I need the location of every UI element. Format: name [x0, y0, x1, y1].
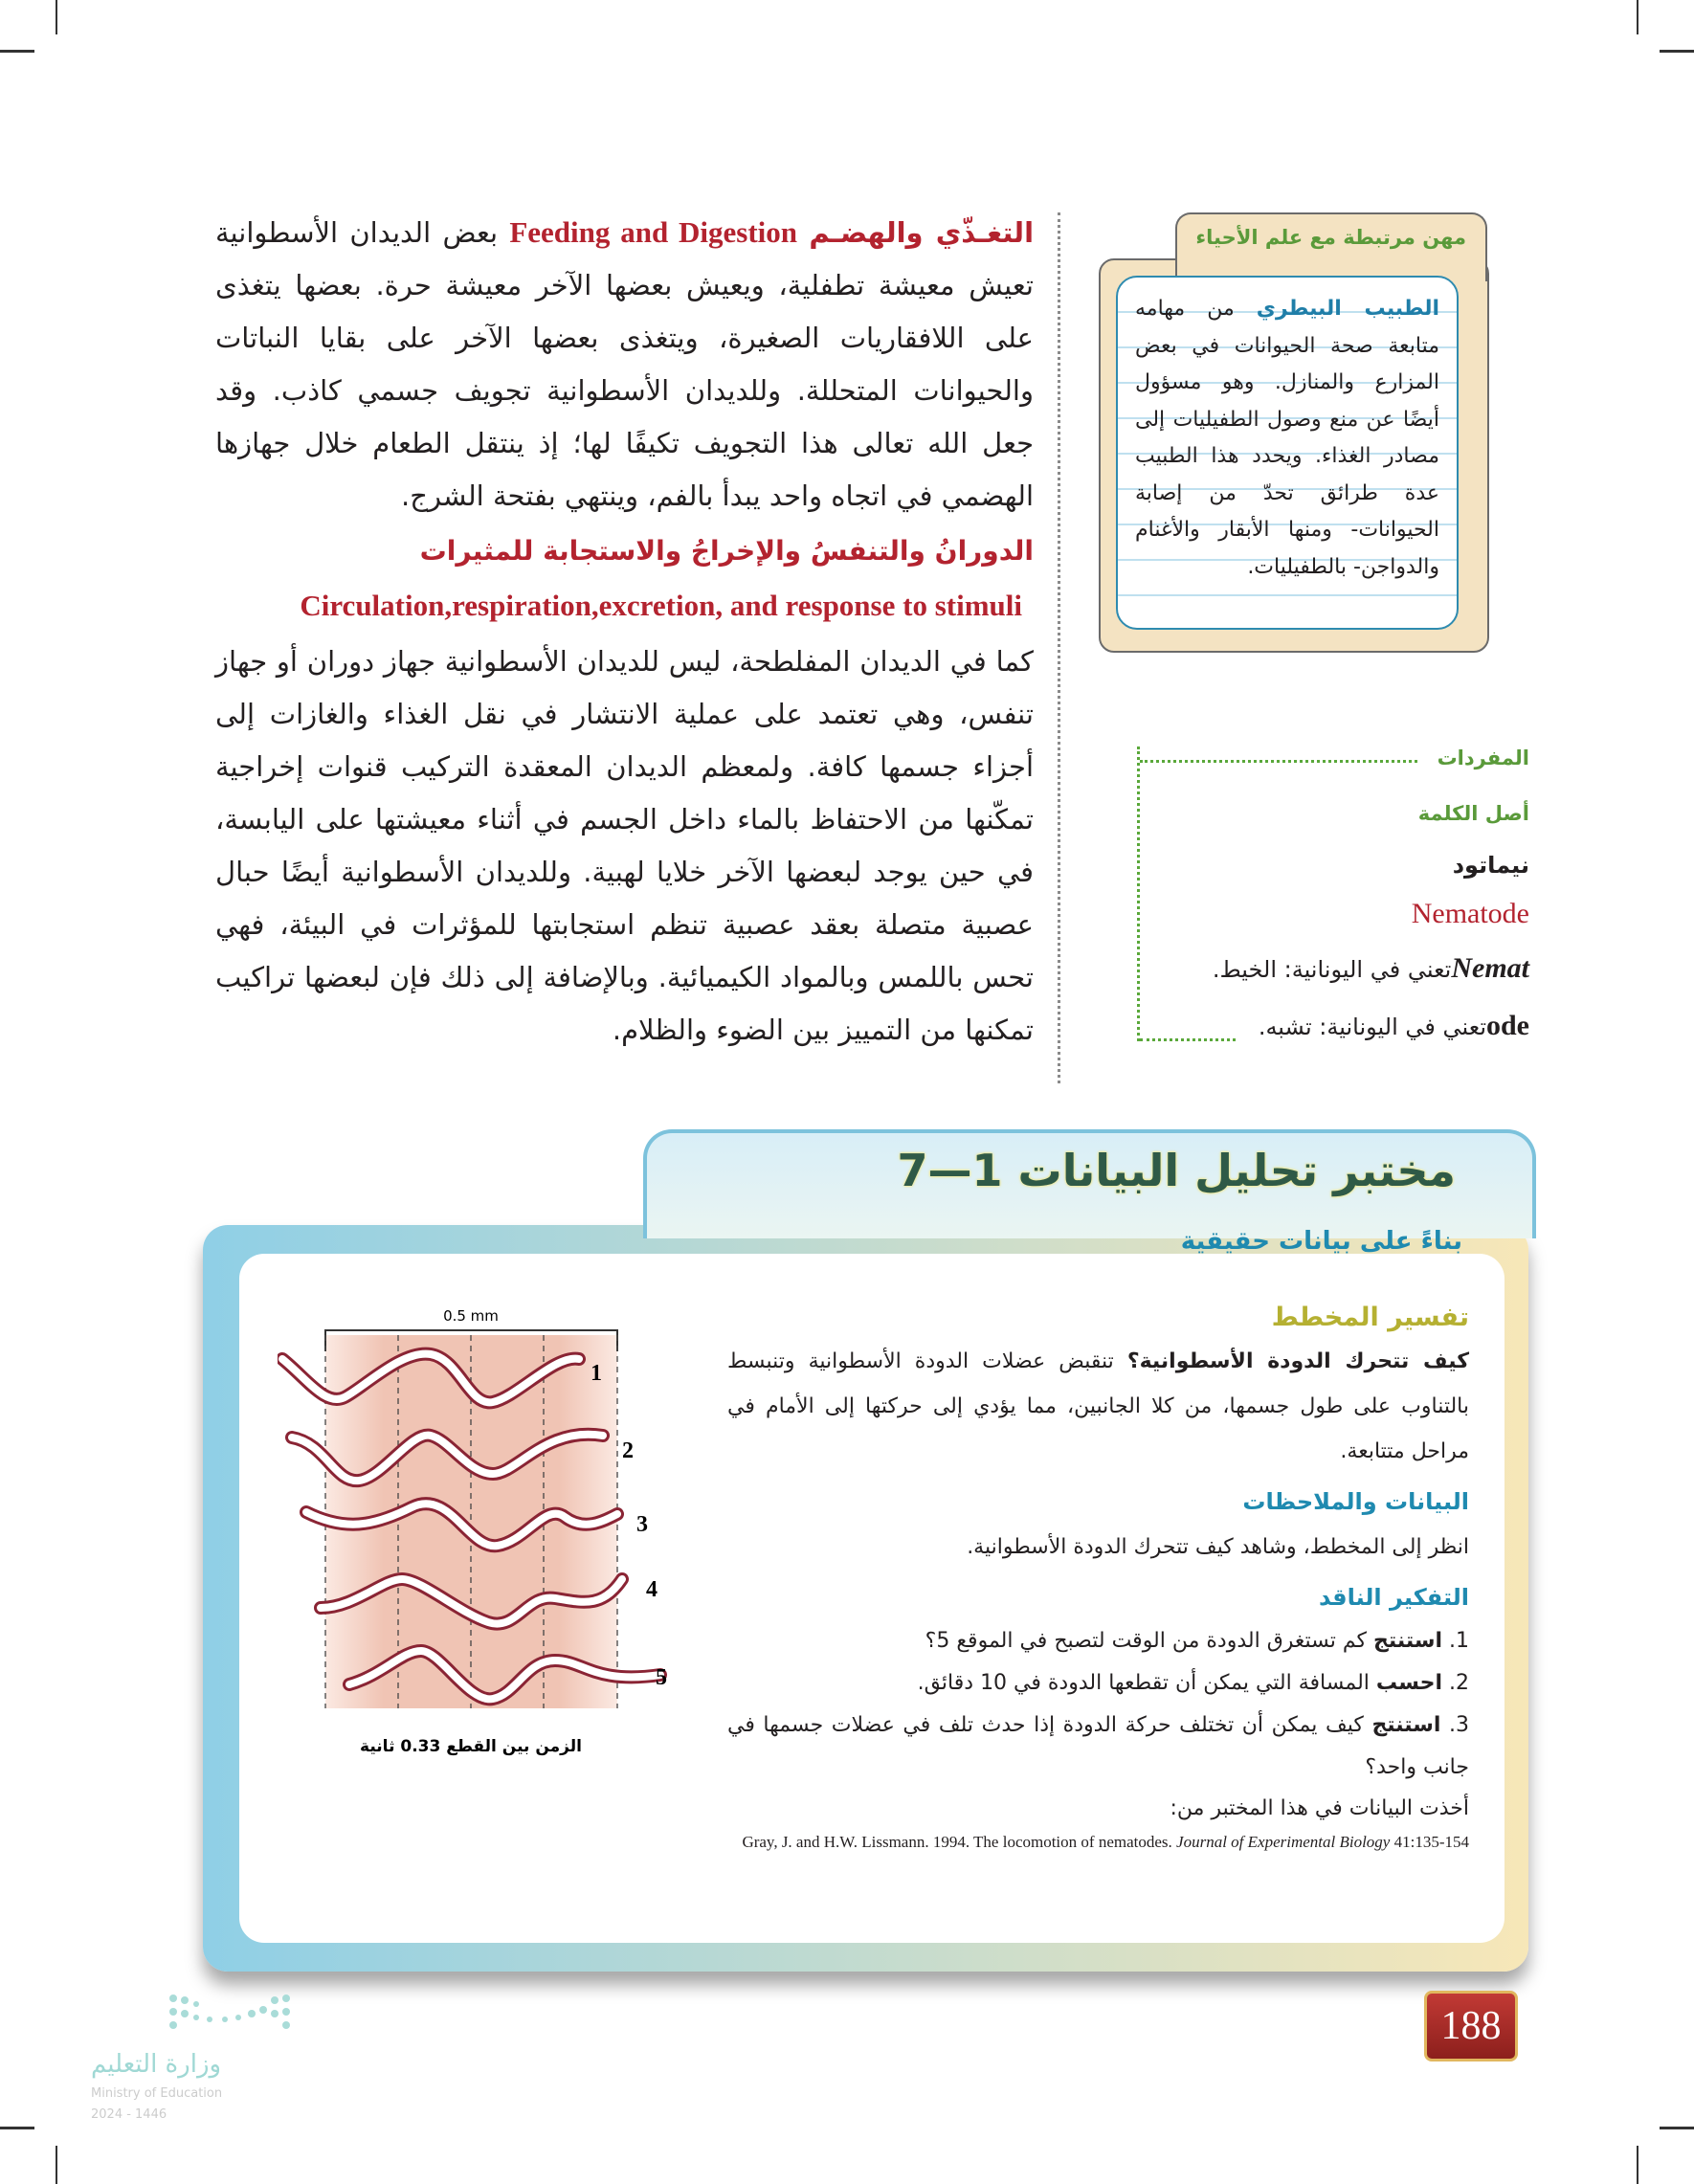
position-label: 2: [622, 1438, 634, 1463]
question-3: [727, 1705, 1469, 1789]
diagram-caption: الزمن بين القطع 0.33 ثانية: [360, 1737, 582, 1756]
question-verb: استنتج: [1373, 1629, 1442, 1653]
scale-label: 0.5 mm: [443, 1307, 499, 1325]
circulation-heading-en: Circulation,respiration,excretion, and response to stimuli: [300, 589, 1022, 622]
ministry-name-en: Ministry of Education: [91, 2086, 223, 2101]
question-text: كيف يمكن أن تختلف حركة الدودة إذا حدث تلف في عضلات جسمها في جانب واحد؟: [727, 1713, 1469, 1779]
part-1-key: Nemat: [1451, 952, 1529, 984]
crop-mark: [56, 0, 57, 34]
vocabulary-box: [1137, 747, 1529, 1041]
question-text: كم تستغرق الدودة من الوقت لتصبح في الموقع 5؟: [925, 1629, 1368, 1653]
vocab-word-en: Nematode: [1411, 898, 1529, 929]
career-tab: [1175, 212, 1487, 281]
career-box: [1099, 212, 1487, 651]
vocab-part-1: [1213, 952, 1529, 985]
part-1-text: تعني في اليونانية: الخيط.: [1212, 956, 1452, 983]
interpret-text: تنقبض عضلات الدودة الأسطوانية وتنبسط بالتناوب على طول جسمها، من كلا الجانبين، مما يؤدي إلى حركتها إلى الأمام في مراحل متتابعة.: [727, 1349, 1469, 1463]
position-label: 3: [636, 1512, 648, 1537]
citation: [727, 1833, 1469, 1852]
crop-mark: [1637, 0, 1638, 34]
feeding-heading-ar: التغـذّي والهضـم: [809, 216, 1035, 249]
crop-mark: [56, 2146, 57, 2184]
main-text-column: [215, 206, 1034, 1057]
crop-mark: [1660, 50, 1694, 53]
crop-mark: [1637, 2146, 1638, 2184]
data-text: انظر إلى المخطط، وشاهد كيف تتحرك الدودة الأسطوانية.: [967, 1535, 1469, 1559]
question-verb: احسب: [1375, 1671, 1442, 1695]
part-2-text: تعني في اليونانية: تشبه.: [1258, 1014, 1486, 1040]
data-heading: البيانات والملاحظات: [1242, 1488, 1469, 1515]
feeding-text: بعض الديدان الأسطوانية تعيش معيشة تطفلية، ويعيش بعضها الآخر معيشة حرة. بعضها يتغذى على اللافقاريات الصغيرة، ويتغذى بعضها الآخر على بقايا النباتات والحيوانات المتحللة. وللديدان الأسطوانية تجويف جسمي كاذب. وقد جعل الله تعالى هذا التجويف تكيفًا لها؛ إذ ينتقل الطعام خلال جهازها الهضمي في اتجاه واحد يبدأ بالفم، وينتهي بفتحة الشرج.: [215, 216, 1034, 512]
vocab-part-2: [1255, 1010, 1529, 1042]
question-number: 2.: [1449, 1671, 1469, 1695]
lab-title-tab: [643, 1129, 1536, 1238]
question-1: [727, 1620, 1469, 1662]
interpret-heading: تفسير المخطط: [1271, 1303, 1469, 1332]
career-text: من مهامه متابعة صحة الحيوانات في بعض المزارع والمنازل. وهو مسؤول أيضًا عن منع وصول الطفيليات إلى مصادر الغذاء. ويحدد هذا الطبيب عدة طرائق تحدّ من إصابة الحيوانات- ومنها الأبقار والأغنام والدواجن- بالطفيليات.: [1135, 297, 1439, 579]
circulation-text: كما في الديدان المفلطحة، ليس للديدان الأسطوانية جهاز دوران أو جهاز تنفس، وهي تعتمد على عملية الانتشار في نقل الغذاء والغازات إلى أجزاء جسمها كافة. ولمعظم الديدان المعقدة التركيب قنوات إخراجية تمكّنها من الاحتفاظ بالماء داخل الجسم في أثناء معيشتها على اليابسة، في حين يوجد لبعضها الآخر خلايا لهبية. وللديدان الأسطوانية أيضًا حبال عصبية متصلة بعقد عصبية تنظم استجابتها للمؤثرات في البيئة، فهي تحس باللمس وبالمواد الكيميائية. وبالإضافة إلى ذلك فإن لبعضها تراكيب تمكنها من التمييز بين الضوء والظلام.: [215, 645, 1034, 1046]
citation-journal: Journal of Experimental Biology: [1176, 1833, 1391, 1851]
citation-pages: 41:135-154: [1393, 1833, 1469, 1851]
career-title: مهن مرتبطة مع علم الأحياء: [1195, 226, 1466, 249]
lab-subtitle: بناءً على بيانات حقيقية: [1180, 1227, 1462, 1256]
question-verb: استنتج: [1371, 1713, 1441, 1737]
column-divider: [1058, 212, 1060, 1083]
worm-locomotion-diagram: [278, 1282, 680, 1780]
feeding-paragraph: [215, 206, 1034, 523]
ministry-logo: [91, 1991, 321, 2134]
dotted-border: [1140, 760, 1417, 763]
crop-mark: [1660, 2127, 1694, 2129]
question-number: 1.: [1449, 1629, 1469, 1653]
ministry-emblem-icon: [167, 1991, 311, 2039]
lab-text: [727, 1297, 1469, 1852]
interpret-question: كيف تتحرك الدودة الأسطوانية؟: [1126, 1349, 1470, 1373]
question-text: المسافة التي يمكن أن تقطعها الدودة في 10 دقائق.: [917, 1671, 1370, 1695]
ministry-name-ar: وزارة التعليم: [91, 2050, 222, 2079]
edition-year: 2024 - 1446: [91, 2107, 167, 2122]
interpret-paragraph: [727, 1339, 1469, 1474]
career-note: [1116, 276, 1459, 630]
position-label: 1: [591, 1361, 602, 1386]
vocab-title: المفردات: [1437, 747, 1529, 769]
origin-label: أصل الكلمة: [1417, 802, 1529, 825]
question-number: 3.: [1449, 1713, 1470, 1737]
crop-mark: [0, 50, 34, 53]
feeding-heading-en: Feeding and Digestion: [509, 215, 798, 249]
critical-heading: التفكير الناقد: [1319, 1584, 1469, 1611]
lab-title: مختبر تحليل البيانات 1—7: [897, 1145, 1456, 1196]
career-term: الطبيب البيطري: [1256, 297, 1440, 321]
crop-mark: [0, 2127, 34, 2129]
page-number: 188: [1424, 1991, 1518, 2061]
position-label: 5: [656, 1665, 667, 1690]
position-label: 4: [646, 1577, 658, 1602]
circulation-heading-ar: الدورانُ والتنفسُ والإخراجُ والاستجابة للمثيرات: [419, 535, 1034, 567]
dotted-border: [1140, 1038, 1236, 1041]
citation-text: Gray, J. and H.W. Lissmann. 1994. The locomotion of nematodes.: [742, 1833, 1172, 1851]
part-2-key: ode: [1486, 1010, 1529, 1041]
source-label: أخذت البيانات في هذا المختبر من:: [1170, 1796, 1469, 1820]
vocab-word-ar: نيماتود: [1452, 852, 1529, 879]
question-2: [727, 1662, 1469, 1705]
